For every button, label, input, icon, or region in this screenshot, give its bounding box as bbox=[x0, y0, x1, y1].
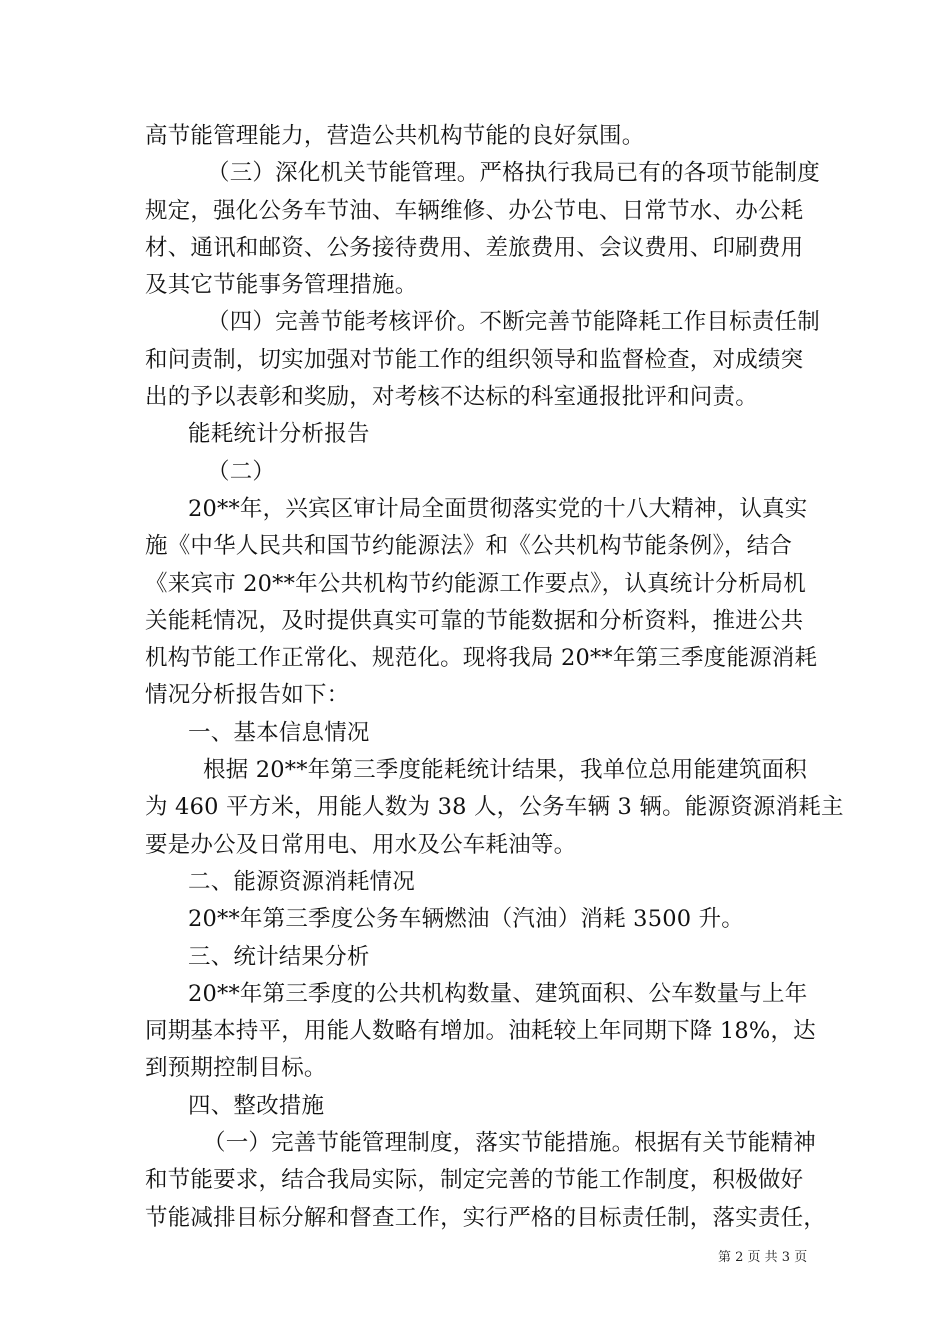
paragraph-line: 根据 20**年第三季度能耗统计结果，我单位总用能建筑面积 bbox=[203, 757, 808, 784]
paragraph-line: 和节能要求，结合我局实际，制定完善的节能工作制度，积极做好 bbox=[145, 1167, 804, 1194]
paragraph-line: 高节能管理能力，营造公共机构节能的良好氛围。 bbox=[145, 123, 645, 149]
document-body bbox=[145, 118, 844, 1237]
paragraph-line: 施《中华人民共和国节约能源法》和《公共机构节能条例》，结合 bbox=[145, 533, 793, 560]
paragraph-line: 《来宾市 20**年公共机构节约能源工作要点》，认真统计分析局机 bbox=[145, 570, 806, 597]
paragraph-line: （四）完善节能考核评价。不断完善节能降耗工作目标责任制 bbox=[207, 309, 820, 336]
paragraph-line: 20**年，兴宾区审计局全面贯彻落实党的十八大精神，认真实 bbox=[188, 495, 808, 522]
paragraph-line: 关能耗情况，及时提供真实可靠的节能数据和分析资料，推进公共 bbox=[145, 607, 804, 634]
paragraph-line: 20**年第三季度公务车辆燃油（汽油）消耗 3500 升。 bbox=[188, 906, 744, 933]
paragraph-line: 及其它节能事务管理措施。 bbox=[145, 272, 418, 299]
paragraph-line: （一）完善节能管理制度，落实节能措施。根据有关节能精神 bbox=[203, 1130, 816, 1157]
section-heading: 能耗统计分析报告 bbox=[188, 421, 370, 448]
paragraph-line: 规定，强化公务车节油、车辆维修、办公节电、日常节水、办公耗 bbox=[145, 197, 804, 224]
paragraph-line: （三）深化机关节能管理。严格执行我局已有的各项节能制度 bbox=[207, 160, 820, 187]
section-heading: 一、基本信息情况 bbox=[188, 719, 370, 746]
paragraph-line: 材、通讯和邮资、公务接待费用、差旅费用、会议费用、印刷费用 bbox=[145, 234, 804, 261]
paragraph-line: 出的予以表彰和奖励，对考核不达标的科室通报批评和问责。 bbox=[145, 384, 758, 411]
paragraph-line: 同期基本持平，用能人数略有增加。油耗较上年同期下降 18%，达 bbox=[145, 1018, 816, 1045]
page-number: 第 2 页 共 3 页 bbox=[718, 1250, 808, 1265]
paragraph-line: 和问责制，切实加强对节能工作的组织领导和监督检查，对成绩突 bbox=[145, 346, 804, 373]
section-heading: 三、统计结果分析 bbox=[188, 943, 370, 970]
paragraph-line: 节能减排目标分解和督查工作，实行严格的目标责任制，落实责任， bbox=[145, 1204, 827, 1231]
section-subheading: （二） bbox=[207, 458, 276, 485]
paragraph-line: 要是办公及日常用电、用水及公车耗油等。 bbox=[145, 831, 577, 858]
paragraph-line: 机构节能工作正常化、规范化。现将我局 20**年第三季度能源消耗 bbox=[145, 645, 818, 672]
paragraph-line: 到预期控制目标。 bbox=[145, 1055, 327, 1082]
section-heading: 四、整改措施 bbox=[188, 1092, 325, 1119]
paragraph-line: 20**年第三季度的公共机构数量、建筑面积、公车数量与上年 bbox=[188, 980, 808, 1007]
section-heading: 二、能源资源消耗情况 bbox=[188, 868, 416, 895]
paragraph-line: 情况分析报告如下： bbox=[145, 682, 350, 709]
paragraph-line: 为 460 平方米，用能人数为 38 人，公务车辆 3 辆。能源资源消耗主 bbox=[145, 794, 844, 821]
